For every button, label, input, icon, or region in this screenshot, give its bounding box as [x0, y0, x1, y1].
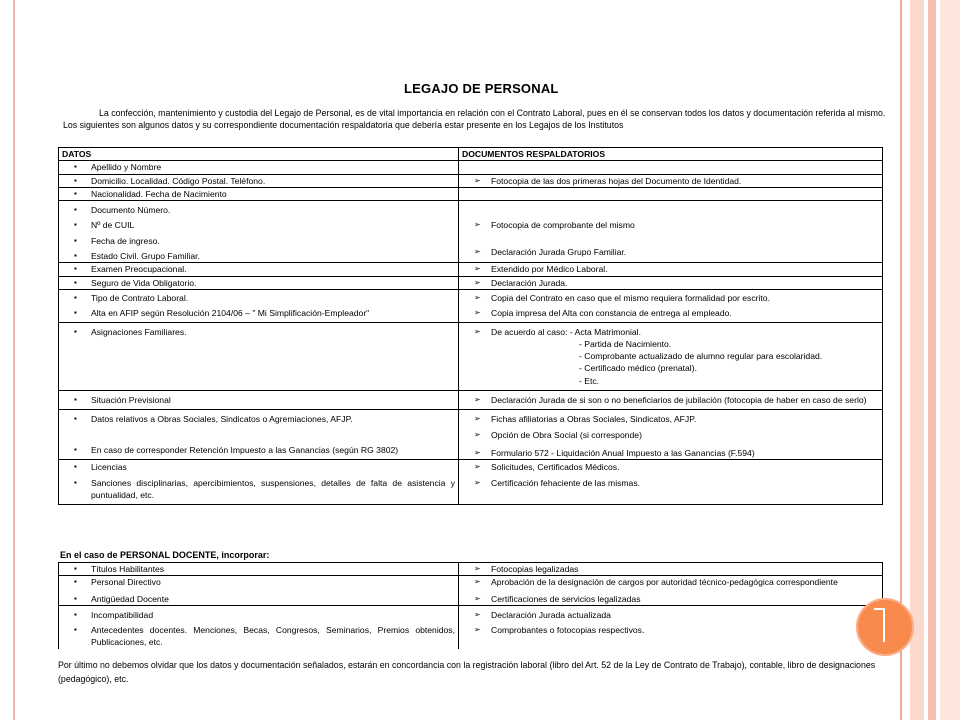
dato-item: ▪ Antigüedad Docente	[62, 593, 455, 605]
table-row	[59, 460, 883, 505]
dato-item: ▪ Antecedentes docentes. Menciones, Becas, Congresos, Seminarios, Premios obtenidos, Publicaciones, etc.	[62, 624, 455, 649]
documento-item: ➢ Formulario 572 - Liquidación Anual Impuesto a las Ganancias (F.594)	[462, 447, 879, 459]
table-row	[59, 576, 883, 606]
table-row	[59, 187, 883, 200]
intro-paragraph: La confección, mantenimiento y custodia del Legajo de Personal, es de vital importancia en relación con el Contrato Laboral, pues en él se conservan todos los datos y documentación referida al mismo. Los siguientes son algunos datos y su correspondiente documentación respaldatoria que debería estar presente en los Legajos de los Institutos	[63, 108, 886, 130]
dato-item: ▪ Seguro de Vida Obligatorio.	[62, 277, 455, 289]
decorative-circle	[856, 598, 914, 656]
main-table	[58, 147, 883, 505]
documento-item: ➢ Declaración Jurada actualizada	[462, 609, 879, 621]
documento-item: ➢ Certificación fehaciente de las mismas.	[462, 477, 879, 489]
documento-item: ➢ Declaración Jurada.	[462, 277, 879, 289]
dato-item: ▪ Documento Número.	[62, 204, 455, 216]
documento-item: ➢ Fotocopias legalizadas	[462, 563, 879, 575]
dato-item: ▪ Estado Civil. Grupo Familiar.	[62, 250, 455, 262]
col-header-datos: DATOS	[59, 148, 459, 161]
docente-table	[58, 562, 883, 649]
dato-item: ▪ Nº de CUIL	[62, 219, 455, 231]
table-row	[59, 263, 883, 276]
documento-item: ➢ Copia del Contrato en caso que el mismo requiera formalidad por escrito.	[462, 292, 879, 304]
slide-frame-left-line	[13, 0, 15, 720]
frame-band	[940, 0, 960, 720]
dato-item: ▪ Alta en AFIP según Resolución 2104/06 – " Mi Simplificación-Empleador"	[62, 307, 455, 319]
dato-item: ▪ Incompatibilidad	[62, 609, 455, 621]
documento-item: ➢ Opción de Obra Social (si corresponde)	[462, 429, 879, 441]
dato-item: ▪ Licencias	[62, 461, 455, 473]
dato-item: ▪ Domicilio. Localidad. Código Postal. Teléfono.	[62, 175, 455, 187]
table-header-row	[59, 148, 883, 161]
table-row	[59, 161, 883, 174]
dato-item: ▪ Examen Preocupacional.	[62, 263, 455, 275]
dato-item: ▪ En caso de corresponder Retención Impuesto a las Ganancias (según RG 3802)	[62, 444, 455, 456]
page-title: LEGAJO DE PERSONAL	[404, 81, 559, 96]
documento-item: ➢ De acuerdo al caso: - Acta Matrimonial.	[462, 326, 879, 338]
documento-item: ➢ Declaración Jurada Grupo Familiar.	[462, 246, 879, 258]
table-row	[59, 410, 883, 460]
documento-item: ➢ Aprobación de la designación de cargos por autoridad técnico-pedagógica correspondiente	[462, 576, 879, 588]
dato-item: ▪ Tipo de Contrato Laboral.	[62, 292, 455, 304]
dato-item: ▪ Apellido y Nombre	[62, 161, 455, 173]
table-row	[59, 563, 883, 576]
table-row	[59, 174, 883, 187]
documento-item: ➢ Comprobantes o fotocopias respectivos.	[462, 624, 879, 636]
documento-subitem: - Certificado médico (prenatal).	[579, 363, 697, 374]
documento-item: ➢ Copia impresa del Alta con constancia de entrega al empleado.	[462, 307, 879, 319]
dato-item: ▪ Datos relativos a Obras Sociales, Sindicatos o Agremiaciones, AFJP.	[62, 413, 455, 425]
documento-subitem: - Comprobante actualizado de alumno regular para escolaridad.	[579, 351, 823, 362]
table-row	[59, 276, 883, 289]
dato-item: ▪ Personal Directivo	[62, 576, 455, 588]
decorative-line	[874, 608, 885, 610]
documento-item: ➢ Extendido por Médico Laboral.	[462, 263, 879, 275]
documento-item: ➢ Fichas afiliatorias a Obras Sociales, Sindicatos, AFJP.	[462, 413, 879, 425]
table-row	[59, 201, 883, 263]
documento-item: ➢ Declaración Jurada de si son o no beneficiarios de jubilación (fotocopia de haber en caso de serlo)	[462, 394, 879, 406]
dato-item: ▪ Fecha de ingreso.	[62, 235, 455, 247]
documento-subitem: - Etc.	[579, 375, 600, 386]
documento-item: ➢ Certificaciones de servicios legalizadas	[462, 593, 879, 605]
documento-item: ➢ Fotocopia de las dos primeras hojas del Documento de Identidad.	[462, 175, 879, 187]
documento-item: ➢ Solicitudes, Certificados Médicos.	[462, 461, 879, 473]
documento-item: ➢ Fotocopia de comprobante del mismo	[462, 219, 879, 231]
dato-item: ▪ Nacionalidad. Fecha de Nacimiento	[62, 188, 455, 200]
frame-band	[928, 0, 936, 720]
dato-item: ▪ Asignaciones Familiares.	[62, 326, 455, 338]
table-row	[59, 605, 883, 648]
frame-band	[910, 0, 924, 720]
table-row	[59, 322, 883, 390]
dato-item: ▪ Títulos Habilitantes	[62, 563, 455, 575]
table-row	[59, 391, 883, 410]
table-row	[59, 289, 883, 322]
decorative-line	[883, 608, 885, 642]
dato-item: ▪ Situación Previsional	[62, 394, 455, 406]
dato-item: ▪ Sanciones disciplinarias, apercibimientos, suspensiones, detalles de falta de asistencia y puntualidad, etc.	[62, 477, 455, 502]
docente-section-title: En el caso de PERSONAL DOCENTE, incorporar:	[60, 550, 270, 560]
closing-paragraph: Por último no debemos olvidar que los datos y documentación señalados, estarán en concordancia con la registración laboral (libro del Art. 52 de la Ley de Contrato de Trabajo), contable, libro de designaciones (pedagógico), etc.	[58, 660, 876, 684]
documento-subitem: - Partida de Nacimiento.	[579, 338, 672, 349]
col-header-documentos: DOCUMENTOS RESPALDATORIOS	[459, 148, 883, 161]
